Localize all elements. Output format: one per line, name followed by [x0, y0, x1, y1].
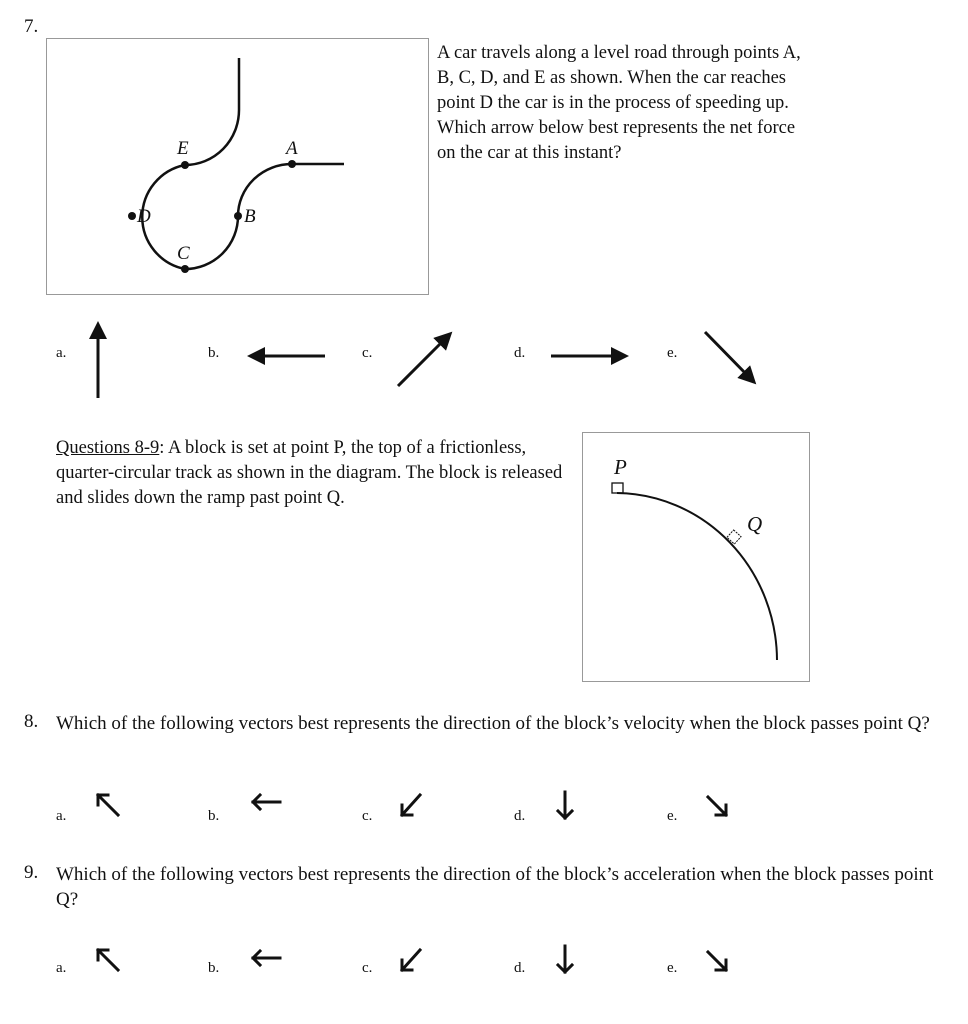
arrow-down-right-icon	[708, 952, 726, 970]
q9-option-a: a.	[56, 960, 67, 976]
arrow-down-icon	[558, 792, 572, 818]
option-d: d.	[514, 345, 526, 361]
arrow-left-icon	[253, 951, 280, 965]
arrow-up-left-icon	[98, 950, 118, 970]
arrow-left-icon	[253, 795, 280, 809]
question-7-number: 7.	[24, 16, 39, 37]
arrow-down-left-icon	[402, 950, 420, 970]
point-C-dot	[181, 265, 189, 273]
arrow-down-icon	[558, 946, 572, 972]
label-D: D	[137, 206, 151, 227]
question-8-text: Which of the following vectors best represents the direction of the block’s velocity when the block passes point Q?	[56, 713, 930, 734]
q8-option-a: a.	[56, 808, 67, 824]
label-Q: Q	[747, 512, 763, 536]
label-E: E	[177, 138, 189, 159]
question-9-text: Which of the following vectors best represents the direction of the block’s acceleration when the block passes point Q?	[56, 864, 934, 910]
arrow-down-left-icon	[402, 795, 420, 815]
label-B: B	[244, 206, 256, 227]
point-B-dot	[234, 212, 242, 220]
block-at-P	[612, 483, 623, 493]
label-P: P	[614, 455, 627, 479]
option-e: e.	[667, 345, 678, 361]
intro-text: : A block is set at point P, the top of a frictionless, quarter-circular track as shown in the diagram. The block is released and slides down the ramp past point Q.	[56, 438, 563, 508]
point-E-dot	[181, 161, 189, 169]
point-D-dot	[128, 212, 136, 220]
question-7-text: A car travels along a level road through points A, B, C, D, and E as shown. When the car reaches point D the car is in the process of speeding up. Which arrow below best represents the net force on the car at this instant?	[437, 43, 801, 163]
q8-option-c: c.	[362, 808, 373, 824]
q8-arrows	[98, 792, 726, 818]
q8-option-b: b.	[208, 808, 220, 824]
label-C: C	[177, 243, 190, 264]
label-A: A	[286, 138, 298, 159]
intro-heading: Questions 8-9	[56, 438, 160, 458]
q9-arrows	[98, 946, 726, 972]
arrow-down-right-icon	[708, 797, 726, 815]
option-c: c.	[362, 345, 373, 361]
q8-option-d: d.	[514, 808, 526, 824]
q9-option-c: c.	[362, 960, 373, 976]
road-path	[142, 58, 344, 269]
arrow-up-right-icon	[398, 338, 446, 386]
questions-8-9-intro	[56, 436, 566, 511]
q8-option-e: e.	[667, 808, 678, 824]
option-a: a.	[56, 345, 67, 361]
question-8-number: 8.	[24, 711, 39, 732]
q9-option-b: b.	[208, 960, 220, 976]
arrow-down-right-icon	[705, 332, 750, 378]
q9-option-e: e.	[667, 960, 678, 976]
option-b: b.	[208, 345, 220, 361]
arrow-up-left-icon	[98, 795, 118, 815]
question-9-number: 9.	[24, 862, 39, 883]
q9-option-d: d.	[514, 960, 526, 976]
point-A-dot	[288, 160, 296, 168]
